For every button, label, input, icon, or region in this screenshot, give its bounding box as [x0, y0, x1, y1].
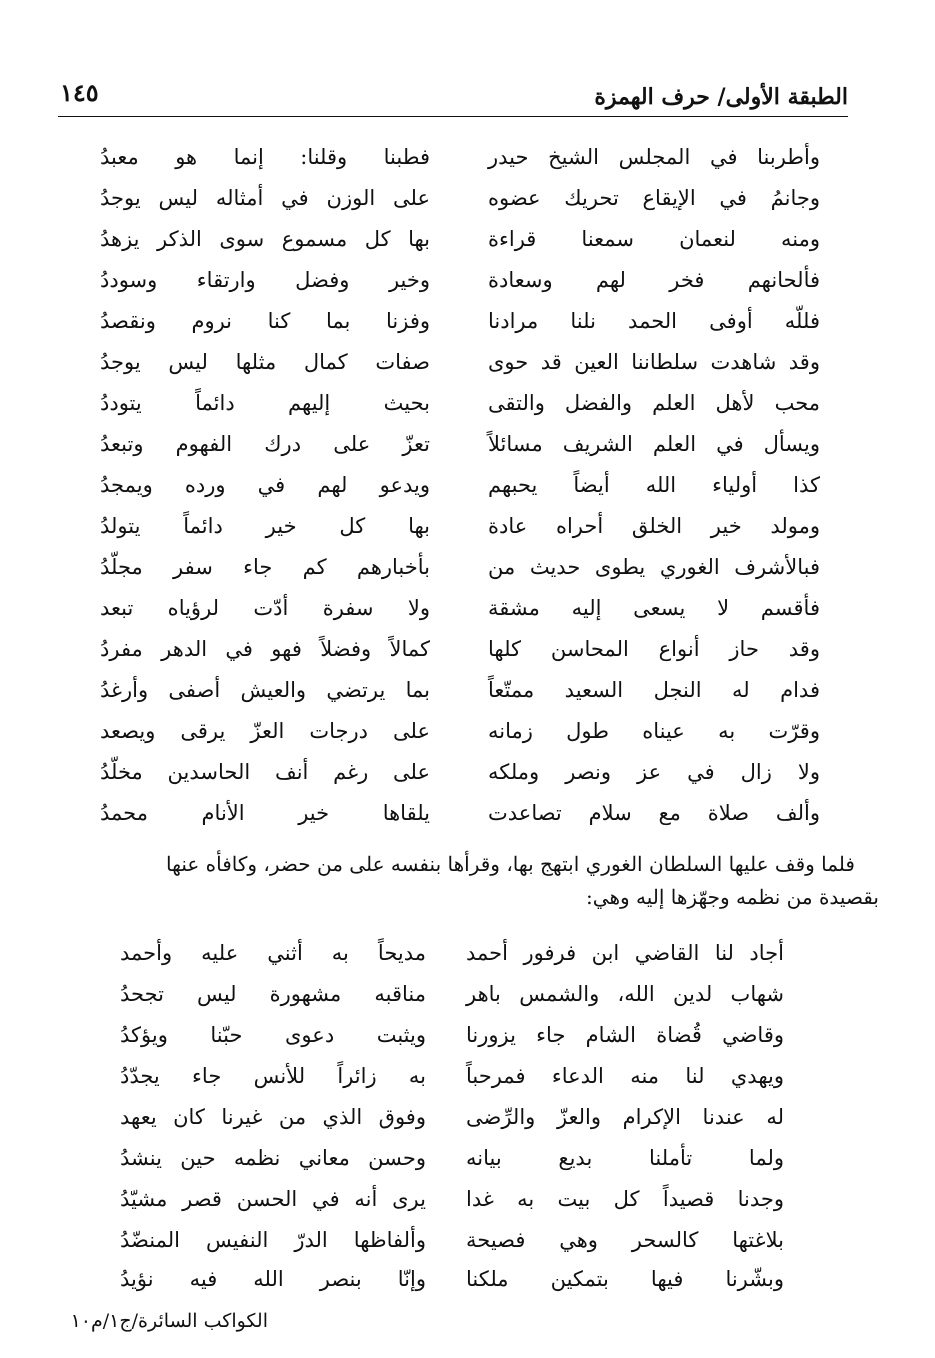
- verse-second-hemistich: به زائراً للأنس جاء يجدّدُ: [120, 1064, 426, 1088]
- verse-second-hemistich: ويدعو لهم في ورده ويمجدُ: [100, 473, 430, 497]
- verse-second-hemistich: ولا سفرة أدّت لرؤياه تبعد: [100, 596, 430, 620]
- prose-line: فلما وقف عليها السلطان الغوري ابتهج بها، وقرأها بنفسه على من حضر، وكافأه عنها: [166, 852, 855, 876]
- verse-first-hemistich: فألحانهم فخر لهم وسعادة: [488, 268, 820, 292]
- poem1-verse: [58, 387, 848, 420]
- verse-second-hemistich: وإنّا بنصر الله فيه نؤيدُ: [120, 1267, 426, 1291]
- poem1-verse: [58, 510, 848, 543]
- poem2-verse: [58, 1019, 848, 1052]
- verse-first-hemistich: كذا أولياء الله أيضاً يحبهم: [488, 473, 820, 497]
- verse-second-hemistich: يرى أنه في الحسن قصر مشيّدُ: [120, 1187, 426, 1211]
- poem2-verse: [58, 1142, 848, 1175]
- poem1-verse: [58, 756, 848, 789]
- poem2-verse: [58, 1101, 848, 1134]
- verse-second-hemistich: فطبنا وقلنا: إنما هو معبدُ: [100, 145, 430, 169]
- verse-first-hemistich: له عندنا الإكرام والعزّ والرِّضى: [466, 1105, 784, 1129]
- poem1-verse: [58, 715, 848, 748]
- verse-second-hemistich: يلقاها خير الأنام محمدُ: [100, 801, 430, 825]
- verse-first-hemistich: وقرّت به عيناه طول زمانه: [488, 719, 820, 743]
- poem2-verse: [58, 1183, 848, 1216]
- verse-first-hemistich: فبالأشرف الغوري يطوى حديث من: [488, 555, 820, 579]
- poem1-verse: [58, 223, 848, 256]
- verse-first-hemistich: ويسأل في العلم الشريف مسائلاً: [488, 432, 820, 456]
- poem1-verse: [58, 551, 848, 584]
- verse-first-hemistich: ولما تأملنا بديع بيانه: [466, 1146, 784, 1170]
- poem1-verse: [58, 633, 848, 666]
- prose-paragraph: [99, 848, 879, 914]
- verse-second-hemistich: تعزّ على درك الفهوم وتبعدُ: [100, 432, 430, 456]
- verse-first-hemistich: وقاضي قُضاة الشام جاء يزورنا: [466, 1023, 784, 1047]
- verse-second-hemistich: على رغم أنف الحاسدين مخلّدُ: [100, 760, 430, 784]
- poem1-verse: [58, 182, 848, 215]
- poem1-verse: [58, 264, 848, 297]
- verse-first-hemistich: وجدنا قصيداً كل بيت به غدا: [466, 1187, 784, 1211]
- verse-second-hemistich: مديحاً به أثني عليه وأحمد: [120, 941, 426, 965]
- verse-second-hemistich: بحيث إليهم دائماً يتوددُ: [100, 391, 430, 415]
- verse-second-hemistich: بها كل خير دائماً يتولدُ: [100, 514, 430, 538]
- verse-second-hemistich: على الوزن في أمثاله ليس يوجدُ: [100, 186, 430, 210]
- poem2-verse: [58, 937, 848, 970]
- poem2-verse: [58, 1224, 848, 1257]
- verse-second-hemistich: وحسن معاني نظمه حين ينشدُ: [120, 1146, 426, 1170]
- running-title: الطبقة الأولى/ حرف الهمزة: [594, 84, 848, 110]
- verse-first-hemistich: وألف صلاة مع سلام تصاعدت: [488, 801, 820, 825]
- verse-second-hemistich: بها كل مسموع سوى الذكر يزهدُ: [100, 227, 430, 251]
- poem1-verse: [58, 346, 848, 379]
- poem2-verse: [58, 1060, 848, 1093]
- footer-signature: الكواكب السائرة/ج١/م١٠: [70, 1310, 268, 1332]
- verse-first-hemistich: وبشّرنا فيها بتمكين ملكنا: [466, 1267, 784, 1291]
- verse-second-hemistich: صفات كمال مثلها ليس يوجدُ: [100, 350, 430, 374]
- verse-first-hemistich: وجانمُ في الإيقاع تحريك عضوه: [488, 186, 820, 210]
- verse-second-hemistich: كمالاً وفضلاً فهو في الدهر مفردُ: [100, 637, 430, 661]
- verse-second-hemistich: وفزنا بما كنا نروم ونقصدُ: [100, 309, 430, 333]
- verse-first-hemistich: أجاد لنا القاضي ابن فرفور أحمد: [466, 941, 784, 965]
- verse-first-hemistich: فللّه أوفى الحمد نلنا مرادنا: [488, 309, 820, 333]
- poem1-verse: [58, 428, 848, 461]
- prose-line: بقصيدة من نظمه وجهّزها إليه وهي:: [586, 885, 879, 909]
- verse-first-hemistich: وقد حاز أنواع المحاسن كلها: [488, 637, 820, 661]
- verse-first-hemistich: شهاب لدين الله، والشمس باهر: [466, 982, 784, 1006]
- verse-first-hemistich: ولا زال في عز ونصر وملكه: [488, 760, 820, 784]
- poem1-verse: [58, 305, 848, 338]
- verse-second-hemistich: بأخبارهم كم جاء سفر مجلّدُ: [100, 555, 430, 579]
- poem2-verse: [58, 1263, 848, 1296]
- verse-first-hemistich: محب لأهل العلم والفضل والتقى: [488, 391, 820, 415]
- verse-second-hemistich: على درجات العزّ يرقى ويصعد: [100, 719, 430, 743]
- verse-second-hemistich: مناقبه مشهورة ليس تجحدُ: [120, 982, 426, 1006]
- poem2-verse: [58, 978, 848, 1011]
- verse-second-hemistich: بما يرتضي والعيش أصفى وأرغدُ: [100, 678, 430, 702]
- verse-first-hemistich: ويهدي لنا منه الدعاء فمرحباً: [466, 1064, 784, 1088]
- verse-first-hemistich: ومنه لنعمان سمعنا قراءة: [488, 227, 820, 251]
- page-header: [58, 70, 848, 117]
- verse-second-hemistich: وألفاظها الدرّ النفيس المنضّدُ: [120, 1228, 426, 1252]
- poem1-verse: [58, 592, 848, 625]
- verse-first-hemistich: وأطربنا في المجلس الشيخ حيدر: [488, 145, 820, 169]
- poem1-verse: [58, 674, 848, 707]
- verse-second-hemistich: وخير وفضل وارتقاء وسوددُ: [100, 268, 430, 292]
- verse-second-hemistich: وفوق الذي من غيرنا كان يعهد: [120, 1105, 426, 1129]
- verse-first-hemistich: ومولد خير الخلق أحراه عادة: [488, 514, 820, 538]
- poem1-verse: [58, 797, 848, 830]
- poem1-verse: [58, 469, 848, 502]
- verse-first-hemistich: فأقسم لا يسعى إليه مشقة: [488, 596, 820, 620]
- poem1-verse: [58, 141, 848, 174]
- verse-second-hemistich: ويثبت دعوى حبّنا ويؤكدُ: [120, 1023, 426, 1047]
- verse-first-hemistich: فدام له النجل السعيد ممتّعاً: [488, 678, 820, 702]
- verse-first-hemistich: بلاغتها كالسحر وهي فصيحة: [466, 1228, 784, 1252]
- verse-first-hemistich: وقد شاهدت سلطاننا العين قد حوى: [488, 350, 820, 374]
- page-number: ١٤٥: [60, 78, 99, 107]
